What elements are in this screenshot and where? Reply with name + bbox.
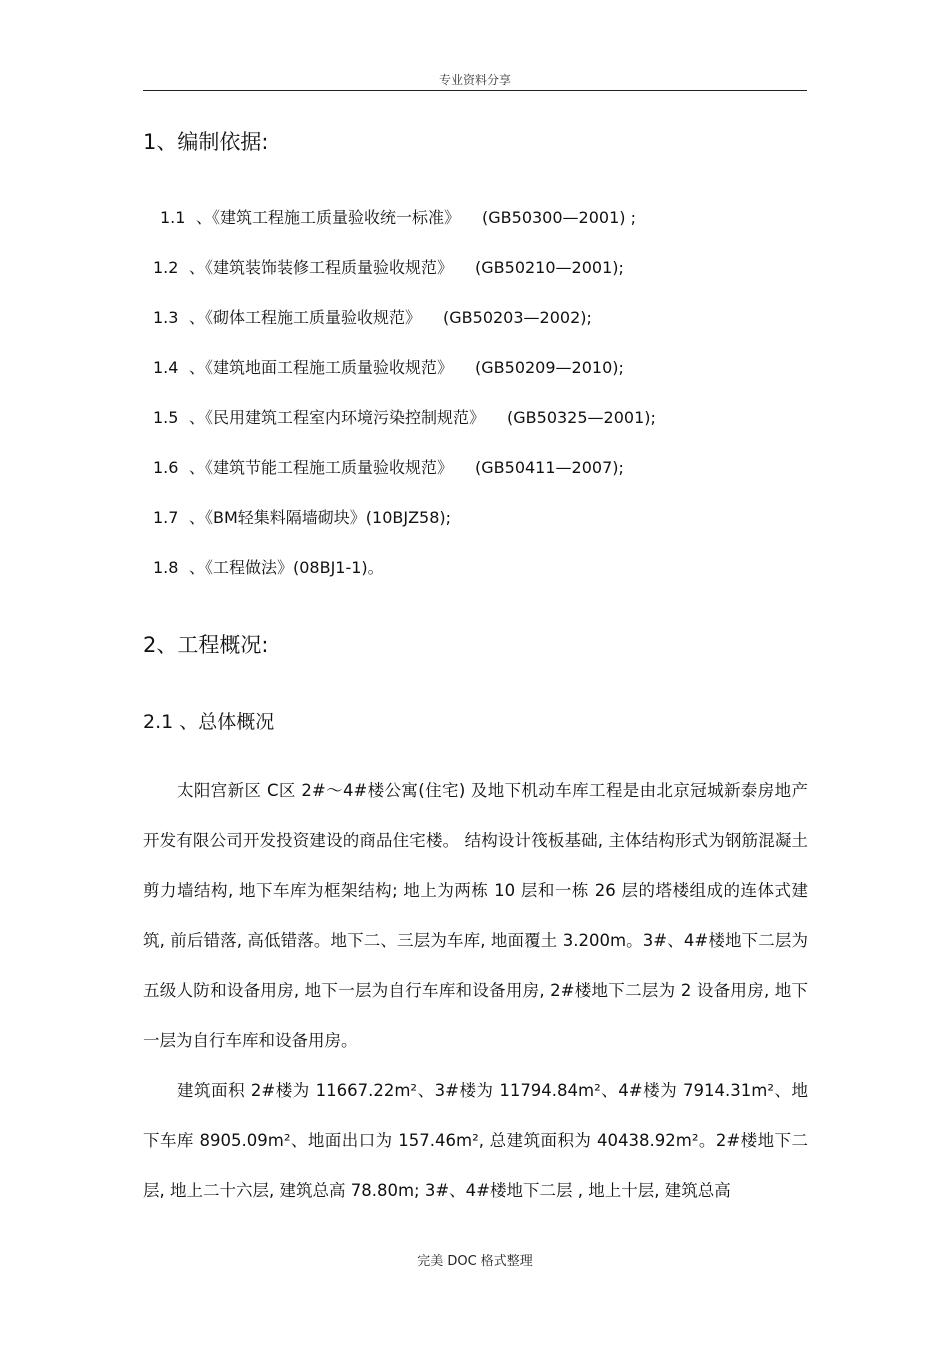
section-heading-basis: 1、编制依据: (143, 130, 269, 154)
body-paragraph: 建筑面积 2#楼为 11667.22m²、3#楼为 11794.84m²、4#楼为 7914.31m²、地下车库 8905.09m²、地面出口为 157.46m², 总建筑面积为 40438.92m²。2#楼地下二层, 地上二十六层, 建筑总高 78.80m; 3#、4#楼地下二层 , 地上十层, 建筑总高 (143, 1081, 808, 1200)
reference-title: 、《建筑工程施工质量验收统一标准》 (196, 208, 461, 227)
reference-number: 1.4 (153, 358, 179, 377)
reference-code: (GB50411—2007); (475, 458, 624, 477)
reference-code: (GB50300—2001) ; (482, 208, 636, 227)
reference-number: 1.1 (160, 208, 186, 227)
body-text (143, 766, 808, 1216)
page-footer: 完美 DOC 格式整理 (417, 1254, 533, 1269)
reference-item (153, 306, 592, 330)
reference-code: (GB50210—2001); (475, 258, 624, 277)
reference-title: 、《建筑节能工程施工质量验收规范》 (189, 458, 454, 477)
reference-title: 、《建筑地面工程施工质量验收规范》 (189, 358, 454, 377)
reference-number: 1.3 (153, 308, 179, 327)
reference-code: (GB50209—2010); (475, 358, 624, 377)
reference-item (153, 256, 624, 280)
reference-item (153, 456, 624, 480)
reference-number: 1.5 (153, 408, 179, 427)
subsection-heading-general: 2.1 、总体概况 (143, 711, 275, 733)
reference-number: 1.7 (153, 508, 179, 527)
reference-number: 1.2 (153, 258, 179, 277)
reference-title: 、《民用建筑工程室内环境污染控制规范》 (189, 408, 486, 427)
reference-item (153, 406, 656, 430)
reference-title: 、《砌体工程施工质量验收规范》 (189, 308, 422, 327)
header-divider (143, 90, 807, 91)
reference-item (153, 356, 624, 380)
reference-code: (GB50203—2002); (443, 308, 592, 327)
reference-item (153, 556, 384, 580)
reference-title: 、《BM轻集料隔墙砌块》(10BJZ58); (189, 508, 452, 527)
section-heading-overview: 2、工程概况: (143, 633, 269, 657)
reference-item (160, 206, 636, 230)
body-paragraph: 太阳宫新区 C区 2#～4#楼公寓(住宅) 及地下机动车库工程是由北京冠城新泰房地产开发有限公司开发投资建设的商品住宅楼。 结构设计筏板基础, 主体结构形式为钢筋混凝土剪力墙结构, 地下车库为框架结构; 地上为两栋 10 层和一栋 26 层的塔楼组成的连体式建筑, 前后错落, 高低错落。地下二、三层为车库, 地面覆土 3.200m。3#、4#楼地下二层为五级人防和设备用房, 地下一层为自行车库和设备用房, 2#楼地下二层为 2 设备用房, 地下一层为自行车库和设备用房。 (143, 781, 808, 1050)
reference-title: 、《工程做法》(08BJ1-1)。 (189, 558, 384, 577)
reference-code: (GB50325—2001); (507, 408, 656, 427)
reference-number: 1.6 (153, 458, 179, 477)
reference-number: 1.8 (153, 558, 179, 577)
page-header: 专业资料分享 (438, 73, 511, 87)
reference-item (153, 506, 451, 530)
reference-title: 、《建筑装饰装修工程质量验收规范》 (189, 258, 454, 277)
